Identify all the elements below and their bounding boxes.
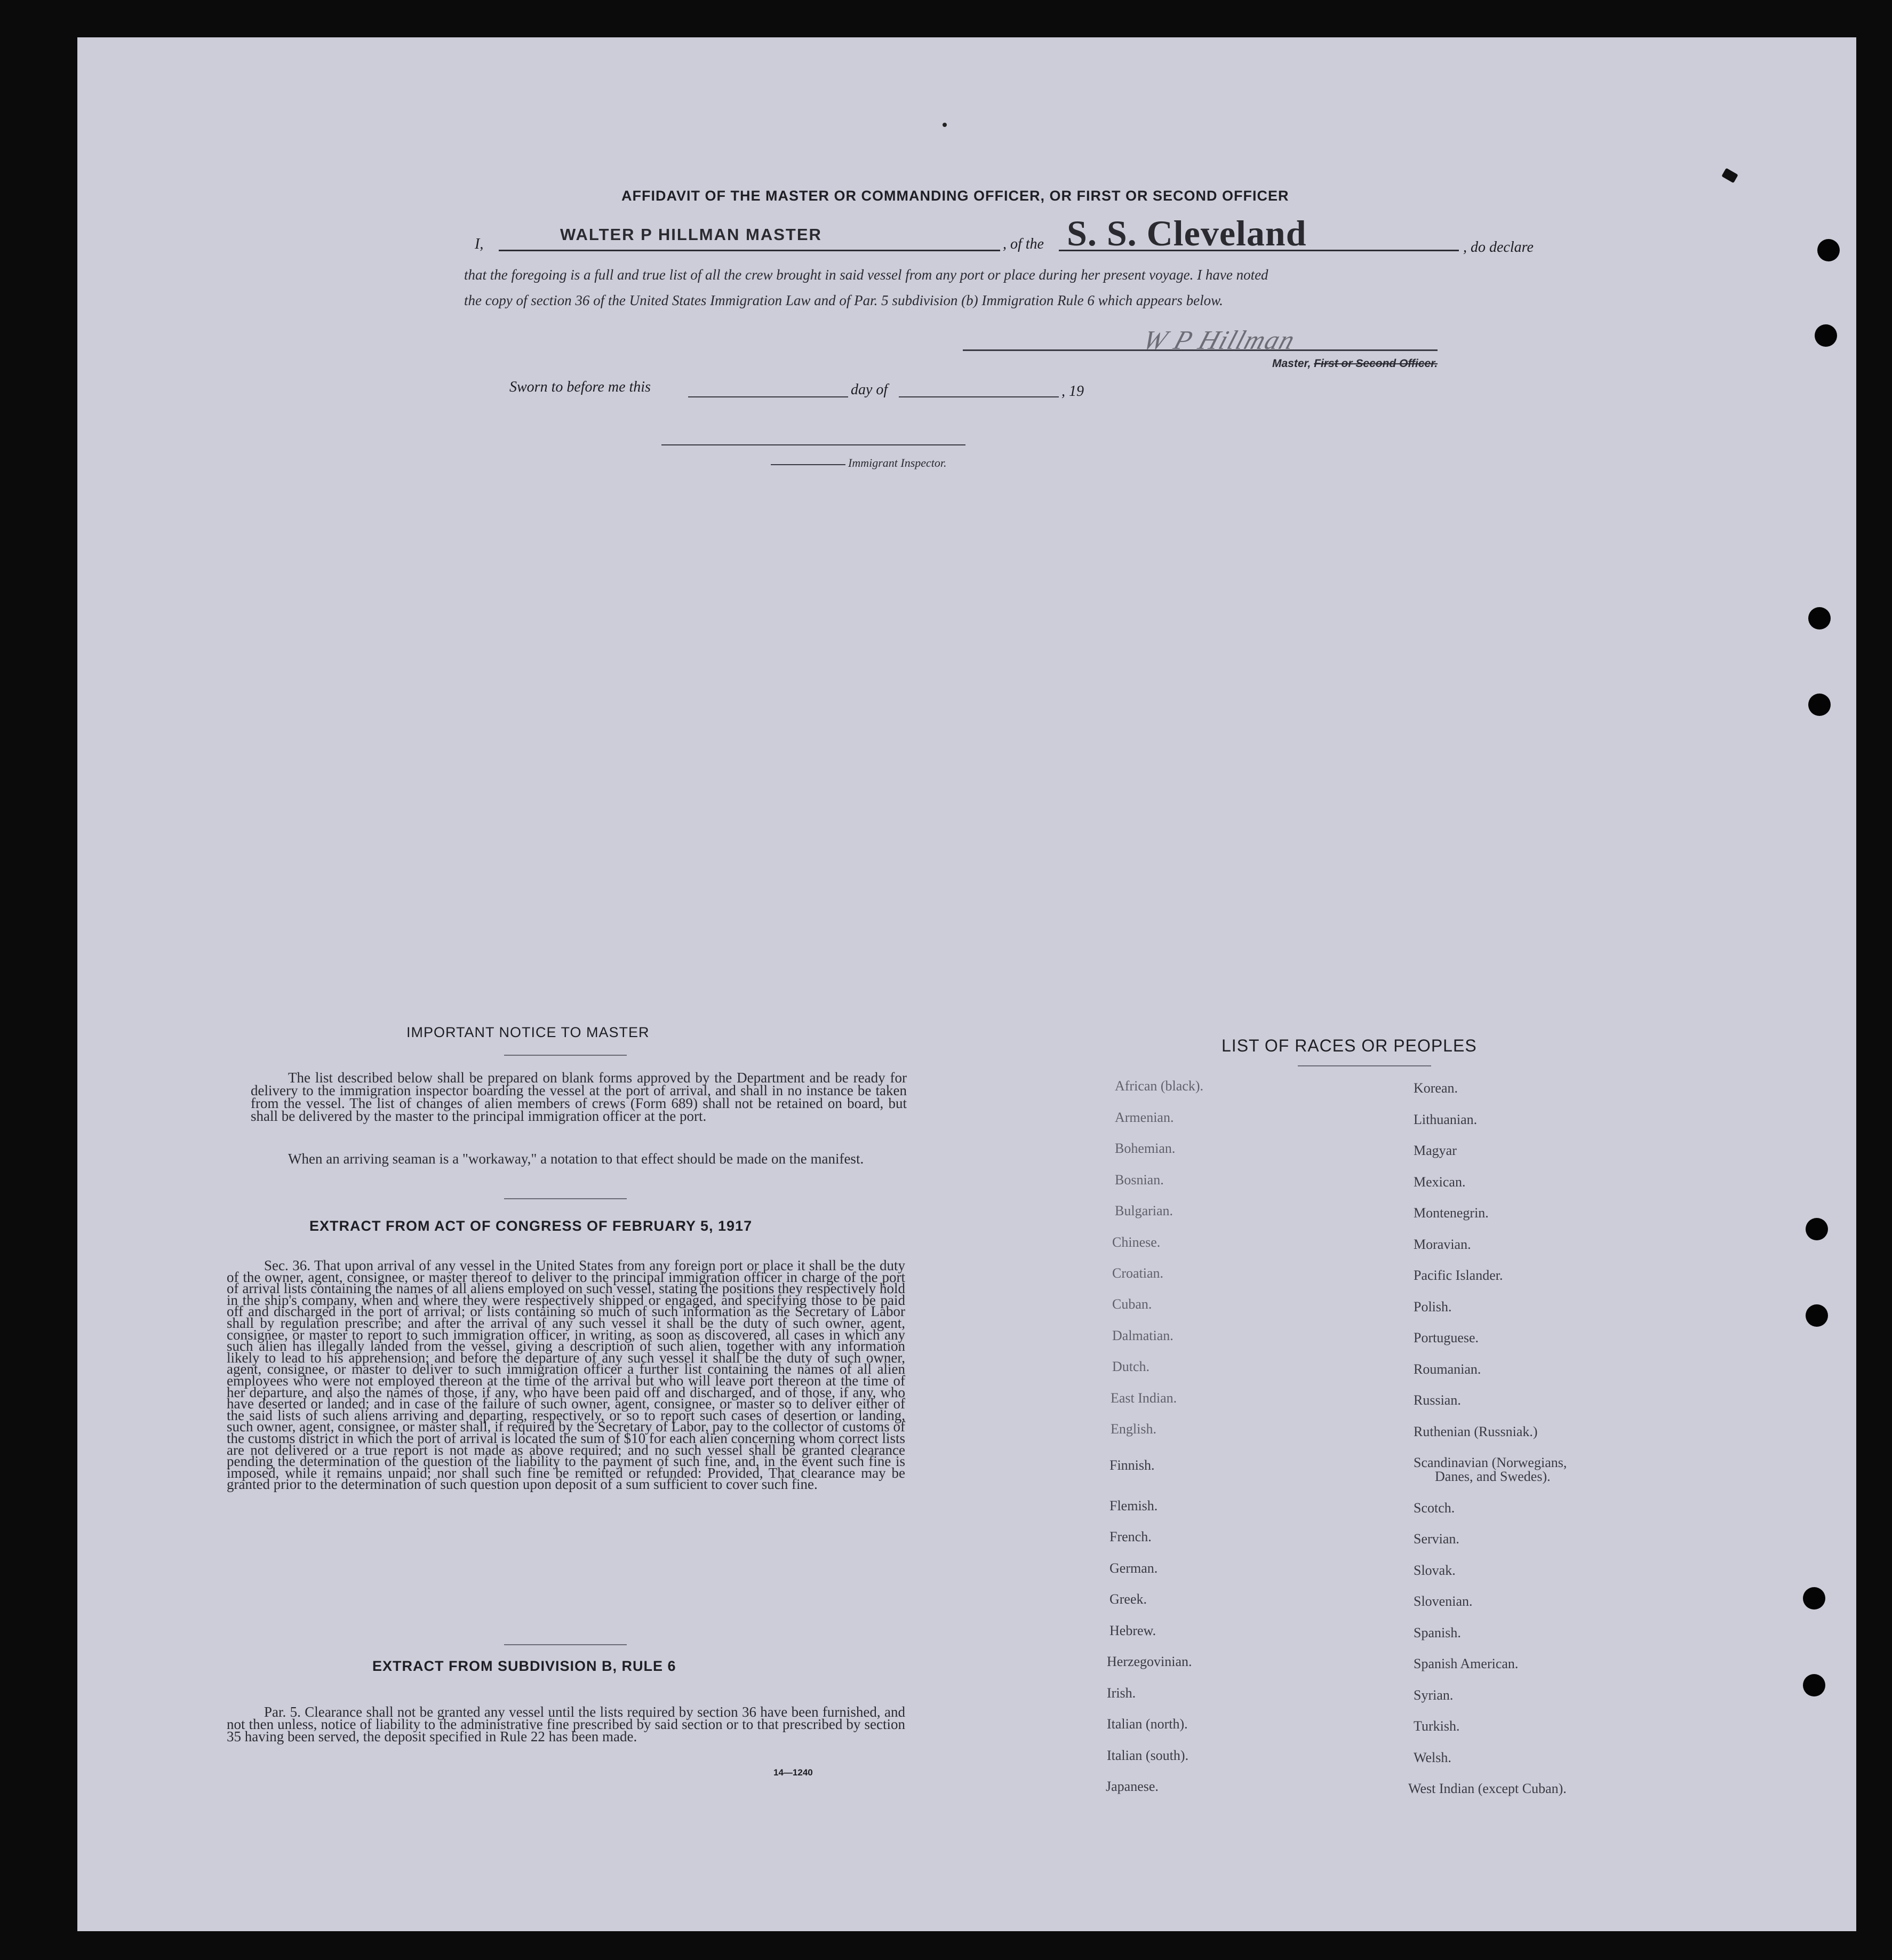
race-left-3: Bohemian. [1115, 1141, 1176, 1156]
race-left-11: East Indian. [1111, 1390, 1177, 1406]
signature-caption-master: Master, [1272, 357, 1311, 370]
race-left-9: Dalmatian. [1112, 1328, 1173, 1343]
race-left-18: Hebrew. [1109, 1623, 1156, 1638]
affidavit-line-2: the copy of section 36 of the United States Immigration Law and of Par. 5 subdivision (b) Immigration Rule 6 which appears below. [464, 292, 1223, 308]
race-left-20: Irish. [1107, 1685, 1136, 1701]
race-left-13: Finnish. [1109, 1457, 1155, 1473]
race-right-11: Russian. [1414, 1392, 1461, 1408]
vessel-name: S. S. Cleveland [1067, 213, 1307, 253]
race-left-5: Bulgarian. [1115, 1203, 1173, 1218]
master-name: WALTER P HILLMAN MASTER [560, 225, 822, 244]
extract-rule-title: EXTRACT FROM SUBDIVISION B, RULE 6 [372, 1658, 676, 1674]
race-left-19: Herzegovinian. [1107, 1654, 1192, 1669]
master-signature: W P Hillman [1139, 325, 1300, 355]
race-left-16: German. [1109, 1560, 1158, 1576]
race-left-12: English. [1111, 1421, 1156, 1437]
race-right-17: Slovak. [1414, 1563, 1456, 1578]
inspector-signature-line [661, 444, 965, 445]
of-the-label: , of the [1003, 236, 1044, 252]
race-right-20: Spanish American. [1414, 1656, 1519, 1671]
race-left-4: Bosnian. [1115, 1172, 1164, 1188]
race-left-8: Cuban. [1112, 1296, 1152, 1312]
punch-hole-2 [1815, 324, 1837, 347]
race-right-10: Roumanian. [1414, 1361, 1481, 1377]
punch-hole-5 [1806, 1218, 1828, 1240]
race-right-9: Portuguese. [1414, 1330, 1479, 1345]
punch-hole-3 [1808, 607, 1831, 630]
ink-mark [1721, 168, 1738, 184]
affidavit-line-1: that the foregoing is a full and true list of all the crew brought in said vessel from any port or place during her present voyage. I have noted [464, 267, 1268, 283]
race-right-22: Turkish. [1414, 1718, 1460, 1734]
notice-divider [504, 1198, 627, 1199]
sworn-month-line [899, 396, 1059, 397]
race-left-14: Flemish. [1109, 1498, 1158, 1513]
race-right-6: Moravian. [1414, 1237, 1471, 1252]
extract-rule-text: Par. 5. Clearance shall not be granted any vessel until the lists required by section 36 have been furnished, and not then unless, notice of liability to the administrative fine prescribed by said section or to that prescribed by section 35 having been served, the deposit specified in Rule 22 has been made. [227, 1704, 905, 1744]
signature-caption [1272, 357, 1438, 370]
race-right-4: Mexican. [1414, 1174, 1466, 1190]
race-right-18: Slovenian. [1414, 1594, 1473, 1609]
race-right-23: Welsh. [1414, 1750, 1451, 1765]
form-number: 14—1240 [773, 1767, 813, 1778]
do-declare-label: , do declare [1463, 239, 1534, 256]
race-left-22: Italian (south). [1107, 1748, 1189, 1763]
race-right-19: Spanish. [1414, 1625, 1461, 1640]
race-right-12: Ruthenian (Russniak.) [1414, 1424, 1538, 1439]
race-right-15: Scotch. [1414, 1500, 1455, 1516]
year-prefix: , 19 [1061, 383, 1084, 400]
day-of-label: day of [851, 381, 888, 398]
sworn-prefix: Sworn to before me this [509, 379, 651, 395]
punch-hole-1 [1817, 239, 1840, 261]
race-left-15: French. [1109, 1529, 1152, 1544]
document-page [77, 37, 1856, 1931]
notice-rule [504, 1055, 627, 1056]
punch-hole-4 [1808, 694, 1831, 716]
race-right-3: Magyar [1414, 1143, 1457, 1158]
race-right-2: Lithuanian. [1414, 1112, 1478, 1127]
race-left-7: Croatian. [1112, 1265, 1164, 1281]
race-left-2: Armenian. [1115, 1110, 1174, 1125]
race-left-10: Dutch. [1112, 1359, 1150, 1374]
race-left-1: African (black). [1115, 1078, 1204, 1094]
race-right-5: Montenegrin. [1414, 1205, 1489, 1221]
punch-hole-7 [1803, 1587, 1825, 1610]
notice-paragraph-1: The list described below shall be prepared on blank forms approved by the Department and be ready for delivery to the immigration inspector boarding the vessel at the port of arrival, and shall in no instance be taken from the vessel. The list of changes of alien members of crews (Form 689) shall not be retained on board, but shall be delivered by the master to the principal immigration officer at the port. [251, 1070, 907, 1124]
extract-act-title: EXTRACT FROM ACT OF CONGRESS OF FEBRUARY 5, 1917 [309, 1218, 753, 1234]
notice-paragraph-2: When an arriving seaman is a "workaway," a notation to that effect should be made on the manifest. [288, 1151, 864, 1167]
race-right-8: Polish. [1414, 1299, 1452, 1314]
ink-speck [943, 123, 947, 127]
races-title: LIST OF RACES OR PEOPLES [1222, 1036, 1477, 1055]
race-right-14: Danes, and Swedes). [1435, 1469, 1551, 1484]
affidavit-title: AFFIDAVIT OF THE MASTER OR COMMANDING OFFICER, OR FIRST OR SECOND OFFICER [621, 188, 1289, 204]
race-right-1: Korean. [1414, 1080, 1458, 1096]
notice-title: IMPORTANT NOTICE TO MASTER [406, 1024, 650, 1040]
punch-hole-8 [1803, 1674, 1825, 1696]
signature-caption-struck: First or Second Officer. [1314, 357, 1438, 370]
race-left-17: Greek. [1109, 1591, 1147, 1607]
race-left-23: Japanese. [1106, 1779, 1159, 1794]
race-right-7: Pacific Islander. [1414, 1268, 1503, 1283]
extract-act-text: Sec. 36. That upon arrival of any vessel in the United States from any foreign port or place it shall be the duty of the owner, agent, consignee, or master thereof to deliver to the principal immigration officer in charge of the port of arrival lists containing the names of all aliens employed on such vessel, stating the positions they respectively hold in the ship's company, when and where they were respectively shipped or engaged, and specifying those to be paid off and discharged in the port of arrival; or lists containing so much of such information as the Secretary of Labor shall by regulation prescribe; and after the arrival of any such vessel it shall be the duty of such owner, agent, consignee, or master to report to such immigration officer, in writing, as soon as discovered, all cases in which any such alien has illegally landed from the vessel, giving a description of such alien, together with any information likely to lead to his apprehension; and before the departure of any such vessel it shall be the duty of such owner, agent, consignee, or master to deliver to such immigration officer a further list containing the names of all alien employees who were not employed thereon at the time of the arrival but who will leave port thereon at the time of her departure, and also the names of those, if any, who have been paid off and discharged, and of those, if any, who have deserted or landed; and in case of the failure of such owner, agent, consignee, or master so to deliver either of the said lists of such aliens arriving and departing, respectively, or so to report such cases of desertion or landing, such owner, agent, consignee, or master shall, if required by the Secretary of Labor, pay to the collector of customs of the customs district in which the port of arrival is located the sum of $10 for each alien concerning whom correct lists are not delivered or a true report is not made as above required; and no such vessel shall be granted clearance pending the determination of the question of the liability to the payment of such fine, and, in the event such fine is imposed, while it remains unpaid; nor shall such fine be remitted or refunded: Provided, That clearance may be granted prior to the determination of such question upon deposit of a sum sufficient to cover such fine. [227, 1257, 905, 1493]
inspector-short-line [771, 464, 845, 465]
race-left-6: Chinese. [1112, 1234, 1161, 1250]
inspector-caption: Immigrant Inspector. [848, 456, 947, 469]
race-right-16: Servian. [1414, 1531, 1459, 1547]
punch-hole-6 [1806, 1304, 1828, 1327]
affidavit-prefix: I, [475, 236, 484, 252]
race-left-21: Italian (north). [1107, 1716, 1188, 1732]
race-right-21: Syrian. [1414, 1687, 1454, 1703]
race-right-24: West Indian (except Cuban). [1408, 1781, 1567, 1796]
sworn-day-line [688, 396, 848, 397]
race-right-13: Scandinavian (Norwegians, [1414, 1455, 1567, 1470]
races-rule [1298, 1065, 1431, 1066]
extract-act-divider [504, 1644, 627, 1645]
